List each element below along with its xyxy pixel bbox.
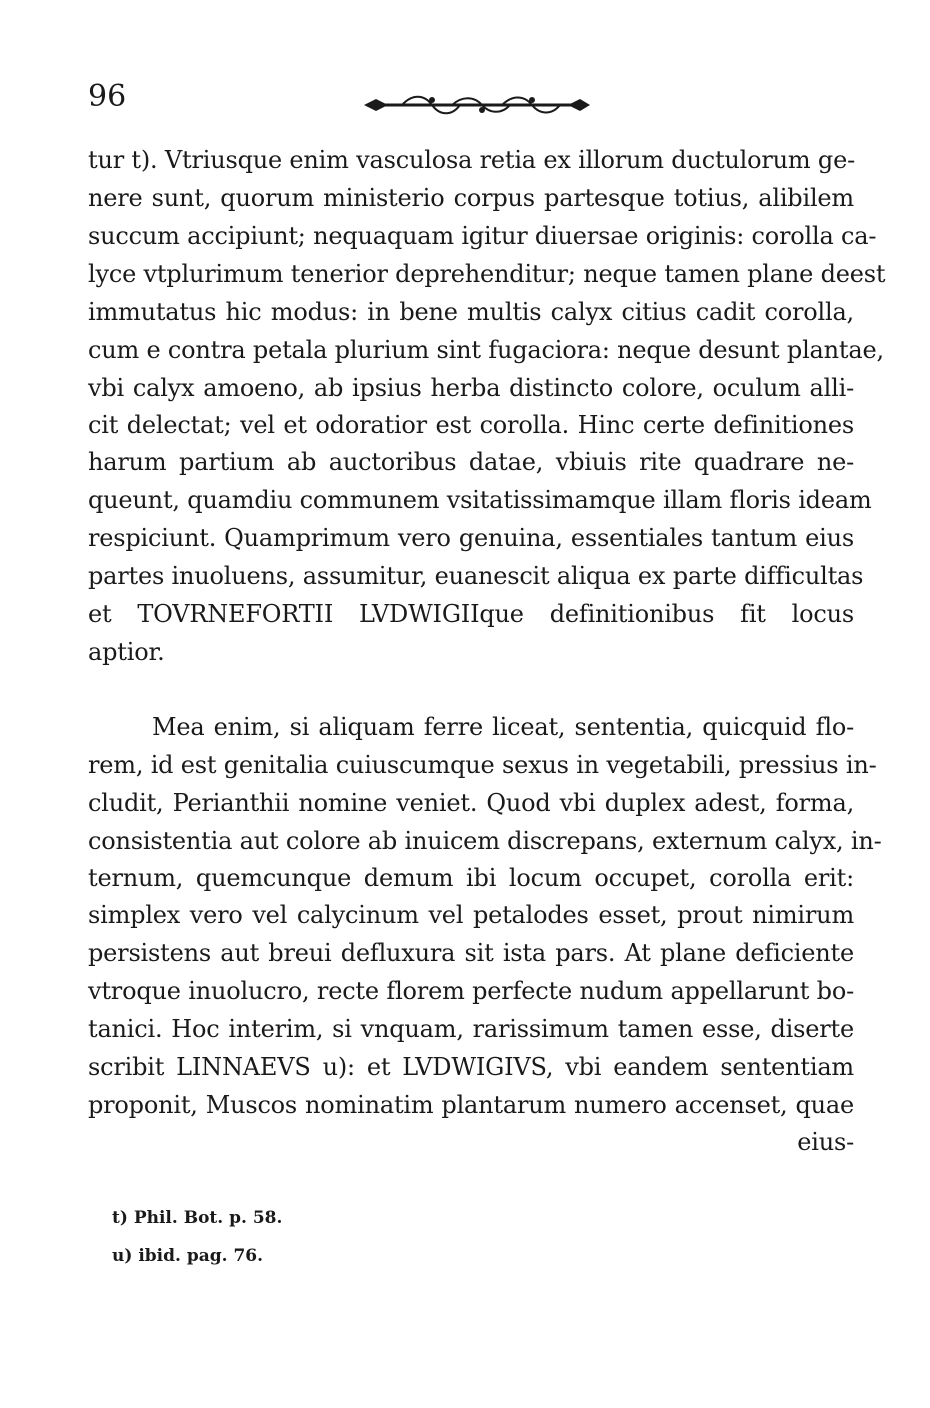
footnote-t: t) Phil. Bot. p. 58. [112, 1208, 283, 1228]
text-line: tur t). Vtriusque enim vasculosa retia ex illorum ductulorum ge- [88, 146, 855, 174]
text-line: rem, id est genitalia cuiuscumque sexus in vegetabili, pressius in- [88, 751, 877, 779]
text-line: lyce vtplurimum tenerior deprehenditur; neque tamen plane deest [88, 260, 886, 288]
text-line: respiciunt. Quamprimum vero genuina, essentiales tantum eius [88, 524, 854, 552]
text-line: harum partium ab auctoribus datae, vbiuis rite quadrare ne- [88, 448, 854, 476]
text-line: cit delectat; vel et odoratior est corolla. Hinc certe definitiones [88, 411, 854, 439]
text-line: proponit, Muscos nominatim plantarum numero accenset, quae [88, 1091, 854, 1119]
text-line: partes inuoluens, assumitur, euanescit aliqua ex parte difficultas [88, 562, 864, 590]
page-number: 96 [88, 79, 127, 114]
text-line: nere sunt, quorum ministerio corpus partesque totius, alibilem [88, 184, 854, 212]
text-line: vbi calyx amoeno, ab ipsius herba distincto colore, oculum alli- [88, 374, 854, 402]
decorative-header-ornament-icon [362, 92, 592, 118]
text-line: succum accipiunt; nequaquam igitur diuersae originis: corolla ca- [88, 222, 877, 250]
text-line: persistens aut breui defluxura sit ista pars. At plane deficiente [88, 939, 854, 967]
text-line: ternum, quemcunque demum ibi locum occupet, corolla erit: [88, 864, 854, 892]
text-line: simplex vero vel calycinum vel petalodes esset, prout nimirum [88, 901, 854, 929]
text-line: et TOVRNEFORTII LVDWIGIIque definitionibus fit locus [88, 600, 854, 628]
text-line: immutatus hic modus: in bene multis calyx citius cadit corolla, [88, 298, 854, 326]
text-line: Mea enim, si aliquam ferre liceat, sententia, quicquid flo- [152, 713, 854, 741]
text-line: tanici. Hoc interim, si vnquam, rarissimum tamen esse, diserte [88, 1015, 854, 1043]
text-line: scribit LINNAEVS u): et LVDWIGIVS, vbi eandem sententiam [88, 1053, 854, 1081]
text-line: queunt, quamdiu communem vsitatissimamque illam floris ideam [88, 486, 872, 514]
catchword: eius- [797, 1128, 854, 1156]
text-line: consistentia aut colore ab inuicem discrepans, externum calyx, in- [88, 827, 882, 855]
text-line: vtroque inuolucro, recte florem perfecte nudum appellarunt bo- [88, 977, 854, 1005]
text-line: aptior. [88, 638, 165, 666]
text-line: cludit, Perianthii nomine veniet. Quod vbi duplex adest, forma, [88, 789, 854, 817]
text-line: cum e contra petala plurium sint fugaciora: neque desunt plantae, [88, 336, 884, 364]
footnote-u: u) ibid. pag. 76. [112, 1246, 264, 1266]
